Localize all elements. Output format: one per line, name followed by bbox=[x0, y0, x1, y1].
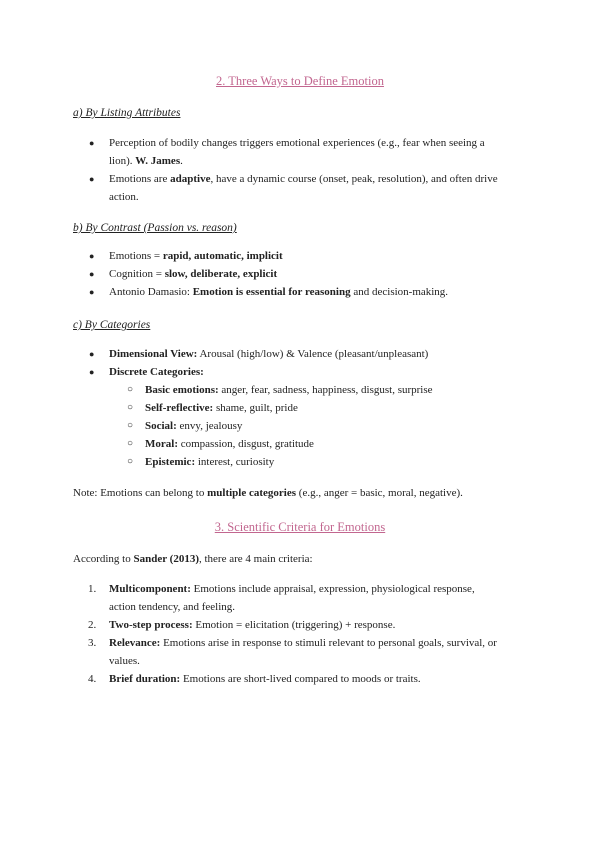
list-item: ● Dimensional View: Arousal (high/low) & Valence (pleasant/unpleasant) bbox=[0, 345, 600, 363]
criteria-list bbox=[0, 580, 600, 688]
list-item: ● Antonio Damasio: Emotion is essential for reasoning and decision-making. bbox=[0, 283, 600, 301]
section-3-title: 3. Scientific Criteria for Emotions bbox=[214, 520, 386, 534]
sub-list-item: ○ Epistemic: interest, curiosity bbox=[0, 453, 500, 471]
list-item: ● Discrete Categories: ○ Basic emotions: anger, fear, sadness, happiness, disgust, surprise ○ Self-reflective: shame, guilt, pride ○ Social: envy, jealousy ○ Moral: compassion, disgust, gratitude ○ Epistemic: interest, curiosity bbox=[0, 363, 600, 471]
list-item: ● Emotions = rapid, automatic, implicit bbox=[0, 247, 600, 265]
subheading-by-contrast: b) By Contrast (Passion vs. reason) bbox=[73, 222, 237, 234]
intro-paragraph: According to Sander (2013), there are 4 main criteria: bbox=[73, 553, 313, 565]
list-by-categories bbox=[0, 345, 600, 471]
list-item: 1. Multicomponent: Emotions include appraisal, expression, physiological response, action tendency, and feeling. bbox=[88, 583, 475, 613]
list-item: ● Emotions are adaptive, have a dynamic course (onset, peak, resolution), and often drive action. bbox=[0, 170, 600, 206]
list-item: 2. Two-step process: Emotion = elicitation (triggering) + response. bbox=[88, 619, 396, 631]
subheading-by-categories: c) By Categories bbox=[73, 319, 151, 331]
sub-list-item: ○ Basic emotions: anger, fear, sadness, happiness, disgust, surprise bbox=[0, 381, 500, 399]
list-listing-attributes bbox=[0, 134, 600, 206]
list-item: ● Perception of bodily changes triggers emotional experiences (e.g., fear when seeing a lion). W. James. bbox=[0, 134, 600, 170]
list-item: ● Cognition = slow, deliberate, explicit bbox=[0, 265, 600, 283]
subheading-listing-attributes: a) By Listing Attributes bbox=[73, 107, 181, 119]
section-2-title: 2. Three Ways to Define Emotion bbox=[216, 74, 384, 88]
sub-list-item: ○ Moral: compassion, disgust, gratitude bbox=[0, 435, 500, 453]
note-paragraph: Note: Emotions can belong to multiple categories (e.g., anger = basic, moral, negative). bbox=[73, 487, 463, 499]
list-by-contrast bbox=[0, 247, 600, 301]
list-item: 4. Brief duration: Emotions are short-lived compared to moods or traits. bbox=[88, 673, 421, 685]
list-item: 3. Relevance: Emotions arise in response to stimuli relevant to personal goals, survival, or values. bbox=[88, 637, 497, 667]
sub-list-item: ○ Social: envy, jealousy bbox=[0, 417, 500, 435]
sub-list-item: ○ Self-reflective: shame, guilt, pride bbox=[0, 399, 500, 417]
discrete-categories-list bbox=[0, 381, 500, 471]
